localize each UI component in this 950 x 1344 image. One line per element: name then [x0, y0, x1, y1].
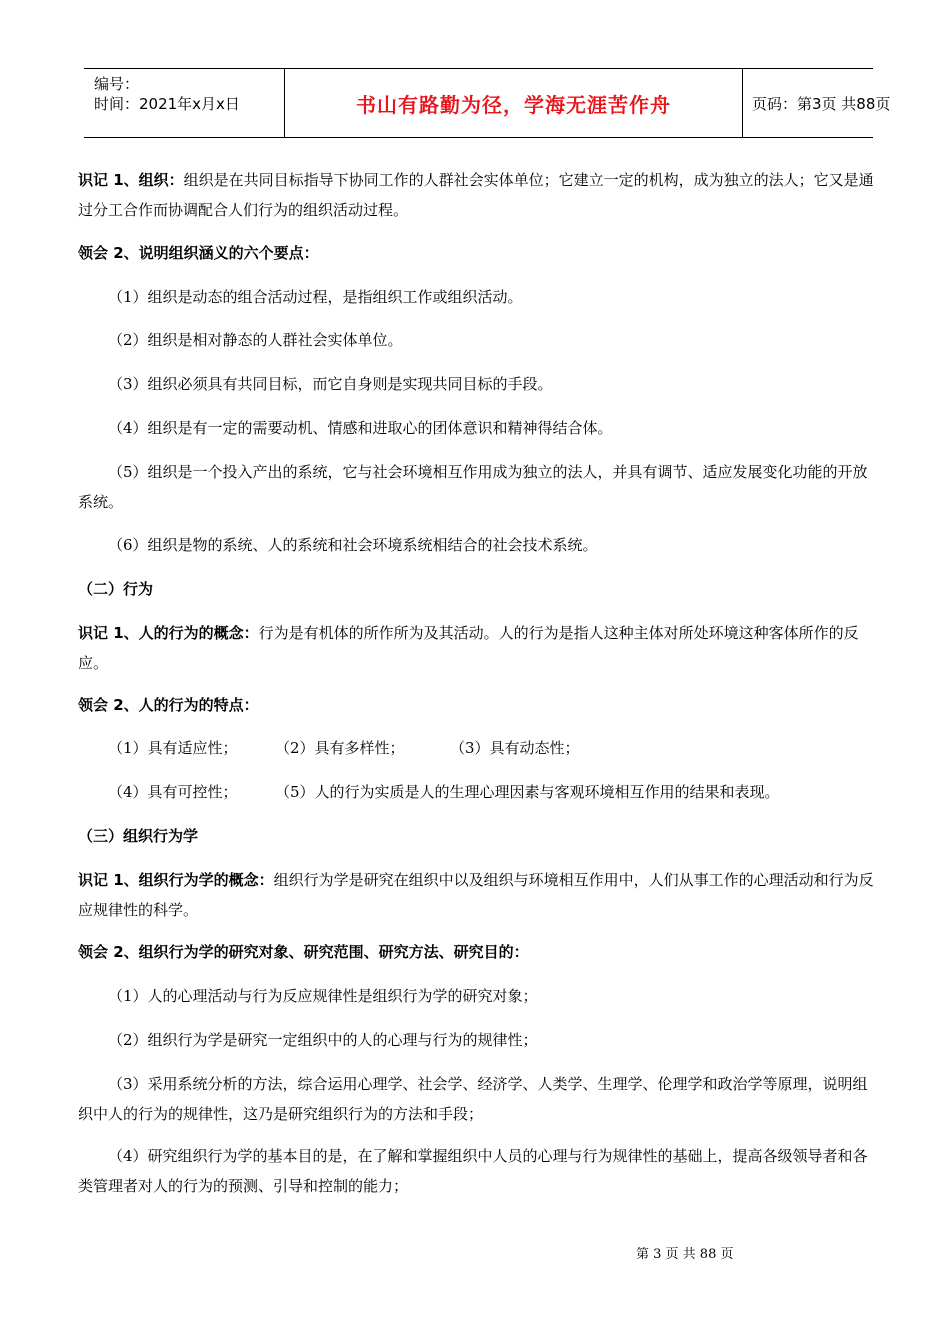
list-item: （1）组织是动态的组合活动过程，是指组织工作或组织活动。	[108, 288, 523, 306]
term-heading: 识记 1、组织行为学的概念：	[78, 871, 274, 889]
term-heading: 识记 1、组织：	[78, 171, 184, 189]
feature-item: （5）人的行为实质是人的生理心理因素与客观环境相互作用的结果和表现。	[275, 783, 780, 801]
header-page-cell	[742, 69, 891, 137]
list-item: （4）组织是有一定的需要动机、情感和进取心的团体意识和精神得结合体。	[108, 419, 613, 437]
section-heading-ob: （三）组织行为学	[78, 827, 199, 845]
document-date: 时间：2021年x月x日	[94, 95, 240, 113]
list-item: （3）采用系统分析的方法，综合运用心理学、社会学、经济学、人类学、生理学、伦理学和政治学等原理，说明组织中人的行为的规律性，这乃是研究组织行为的方法和手段；	[78, 1075, 868, 1123]
header-motto: 书山有路勤为径，学海无涯苦作舟	[356, 92, 671, 117]
page-footer: 第 3 页 共 88 页	[636, 1247, 734, 1262]
feature-item: （3）具有动态性；	[450, 739, 580, 757]
paragraph-behavior-concept	[78, 618, 878, 678]
feature-item: （4）具有可控性；	[108, 783, 238, 801]
term-text: 行为是有机体的所作所为及其活动。人的行为是指人这种主体对所处环境这种客体所作的反应。	[78, 624, 859, 672]
document-number-label: 编号：	[94, 75, 140, 93]
list-item: （2）组织是相对静态的人群社会实体单位。	[108, 331, 403, 349]
header-motto-cell	[284, 69, 743, 137]
list-item: （2）组织行为学是研究一定组织中的人的心理与行为的规律性；	[108, 1031, 538, 1049]
heading-ob-research: 领会 2、组织行为学的研究对象、研究范围、研究方法、研究目的：	[78, 943, 529, 961]
heading-behavior-features: 领会 2、人的行为的特点：	[78, 696, 259, 714]
paragraph-org-definition	[78, 165, 878, 225]
feature-item: （2）具有多样性；	[275, 739, 405, 757]
list-item: （3）组织必须具有共同目标，而它自身则是实现共同目标的手段。	[108, 375, 553, 393]
header-page-info: 页码：第3页 共88页	[752, 94, 891, 113]
list-item: （1）人的心理活动与行为反应规律性是组织行为学的研究对象；	[108, 987, 538, 1005]
term-text: 组织是在共同目标指导下协同工作的人群社会实体单位；它建立一定的机构，成为独立的法人；它又是通过分工合作而协调配合人们行为的组织活动过程。	[78, 171, 874, 219]
list-item: （6）组织是物的系统、人的系统和社会环境系统相结合的社会技术系统。	[108, 536, 598, 554]
term-heading: 识记 1、人的行为的概念：	[78, 624, 259, 642]
feature-item: （1）具有适应性；	[108, 739, 238, 757]
section-heading-behavior: （二）行为	[78, 580, 154, 598]
term-text: 组织行为学是研究在组织中以及组织与环境相互作用中，人们从事工作的心理活动和行为反应规律性的科学。	[78, 871, 874, 919]
paragraph-ob-concept	[78, 865, 878, 925]
header-table	[84, 68, 891, 138]
list-item: （4）研究组织行为学的基本目的是，在了解和掌握组织中人员的心理与行为规律性的基础上，提高各级领导者和各类管理者对人的行为的预测、引导和控制的能力；	[78, 1147, 868, 1195]
heading-six-points: 领会 2、说明组织涵义的六个要点：	[78, 244, 319, 262]
header-meta-cell	[84, 69, 284, 137]
list-item: （5）组织是一个投入产出的系统，它与社会环境相互作用成为独立的法人，并具有调节、适应发展变化功能的开放系统。	[78, 463, 868, 511]
